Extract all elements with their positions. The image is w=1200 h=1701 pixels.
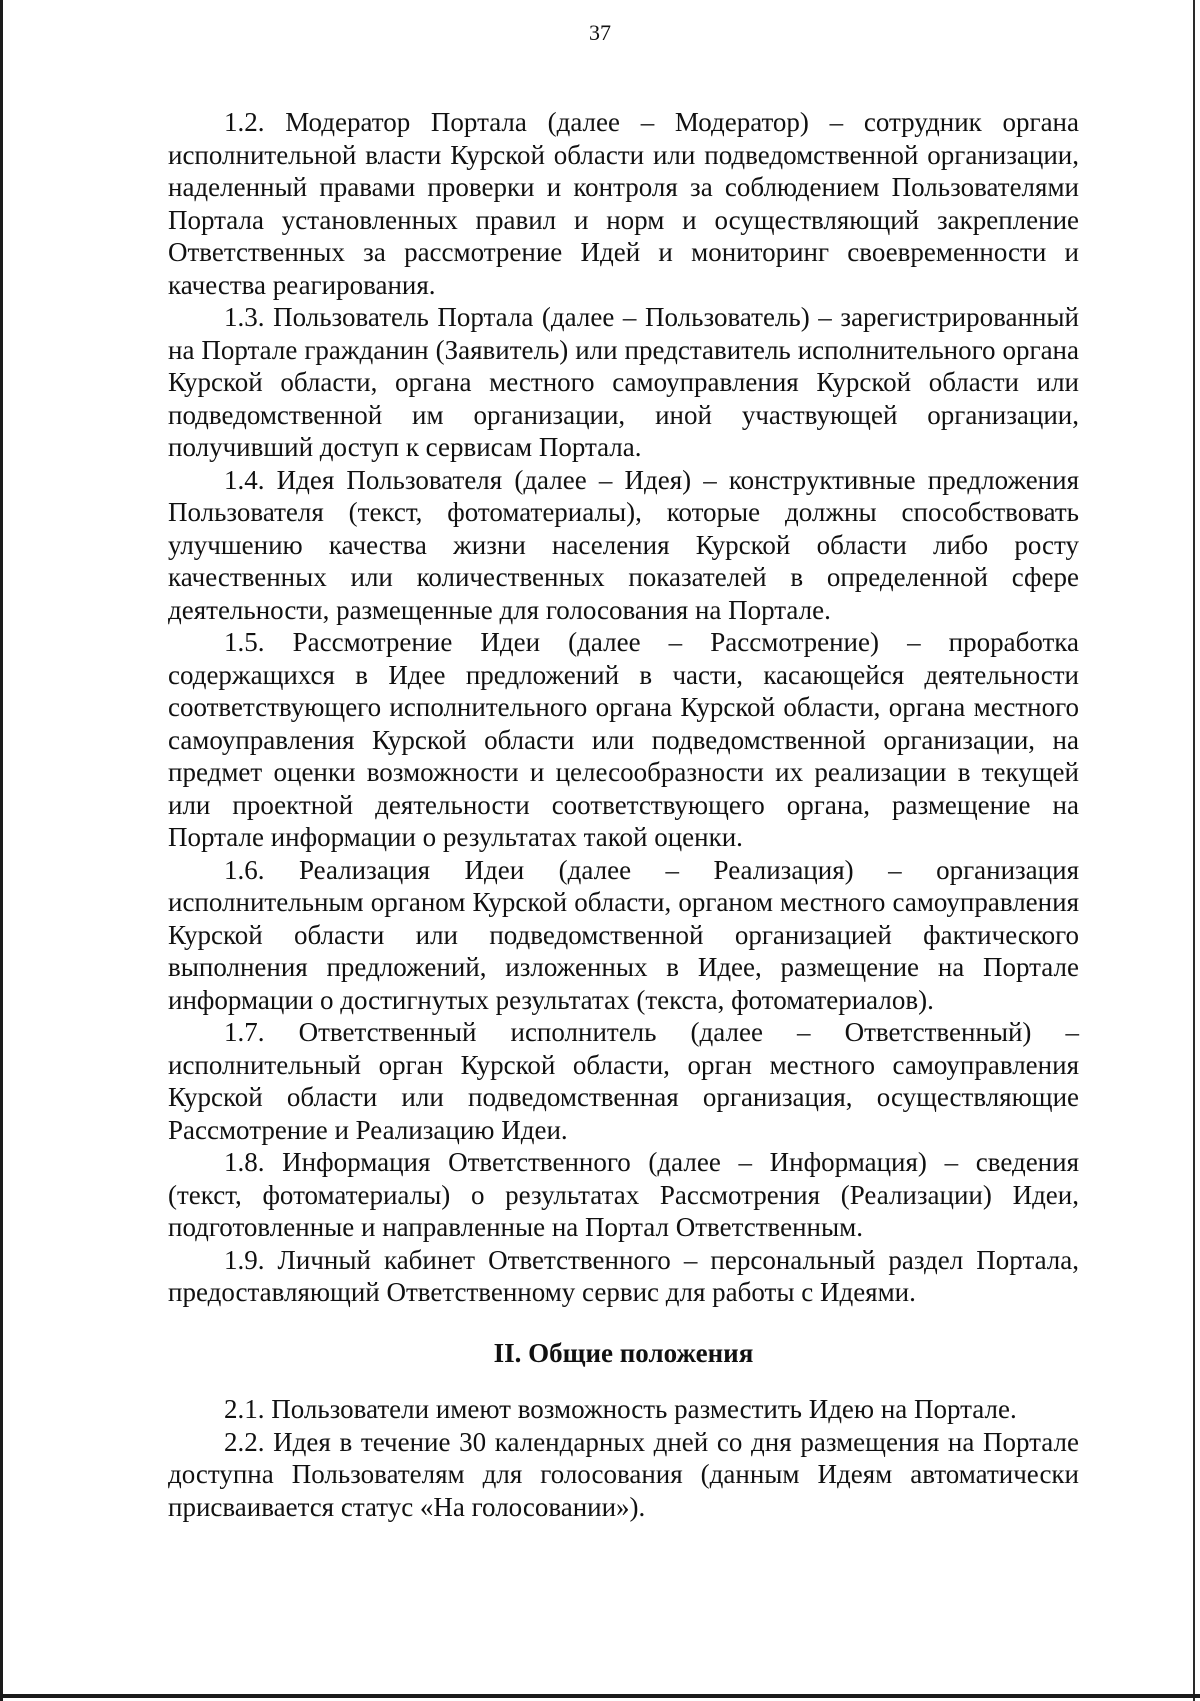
paragraph-1-3: 1.3. Пользователь Портала (далее – Пользователь) – зарегистрированный на Портале гражданин (Заявитель) или представитель исполнительного органа Курской области, органа местного самоуправления Курской области или подведомственной им организации, иной участвующей организации, получивший доступ к сервисам Портала.	[168, 302, 1079, 462]
paragraph-1-8: 1.8. Информация Ответственного (далее – Информация) – сведения (текст, фотоматериалы) о результатах Рассмотрения (Реализации) Идеи, подготовленные и направленные на Портал Ответственным.	[168, 1147, 1079, 1242]
scan-border-bottom	[0, 1694, 1200, 1698]
paragraph-1-4: 1.4. Идея Пользователя (далее – Идея) – конструктивные предложения Пользователя (текст, фотоматериалы), которые должны способствовать улучшению качества жизни населения Курской области либо росту качественных или количественных показателей в определенной сфере деятельности, размещенные для голосования на Портале.	[168, 464, 1079, 625]
paragraph-2-2: 2.2. Идея в течение 30 календарных дней со дня размещения на Портале доступна Пользователям для голосования (данным Идеям автоматически присваивается статус «На голосовании»).	[168, 1426, 1079, 1522]
paragraph-1-2: 1.2. Модератор Портала (далее – Модератор) – сотрудник органа исполнительной власти Курской области или подведомственной организации, наделенный правами проверки и контроля за соблюдением Пользователями Портала установленных правил и норм и осуществляющий закрепление Ответственных за рассмотрение Идей и мониторинг своевременности и качества реагирования.	[168, 107, 1079, 300]
paragraph-1-7: 1.7. Ответственный исполнитель (далее – Ответственный) – исполнительный орган Курской области, орган местного самоуправления Курской области или подведомственная организация, осуществляющие Рассмотрение и Реализацию Идеи.	[168, 1017, 1079, 1145]
document-body	[168, 106, 1079, 1523]
paragraph-1-9: 1.9. Личный кабинет Ответственного – персональный раздел Портала, предоставляющий Ответственному сервис для работы с Идеями.	[168, 1244, 1079, 1307]
paragraph-1-6: 1.6. Реализация Идеи (далее – Реализация) – организация исполнительным органом Курской области, органом местного самоуправления Курской области или подведомственной организацией фактического выполнения предложений, изложенных в Идее, размещение на Портале информации о достигнутых результатах (текста, фотоматериалов).	[168, 854, 1079, 1015]
paragraph-2-1: 2.1. Пользователи имеют возможность разместить Идею на Портале.	[224, 1394, 1017, 1424]
paragraph-1-5: 1.5. Рассмотрение Идеи (далее – Рассмотрение) – проработка содержащихся в Идее предложений в части, касающейся деятельности соответствующего исполнительного органа Курской области, органа местного самоуправления Курской области или подведомственной организации, на предмет оценки возможности и целесообразности их реализации в текущей или проектной деятельности соответствующего органа, размещение на Портале информации о результатах такой оценки.	[168, 627, 1079, 852]
page-number: 37	[589, 20, 611, 45]
scan-border-right	[1193, 0, 1195, 1701]
section-heading: II. Общие положения	[493, 1337, 754, 1368]
scan-border-left	[0, 0, 3, 1701]
